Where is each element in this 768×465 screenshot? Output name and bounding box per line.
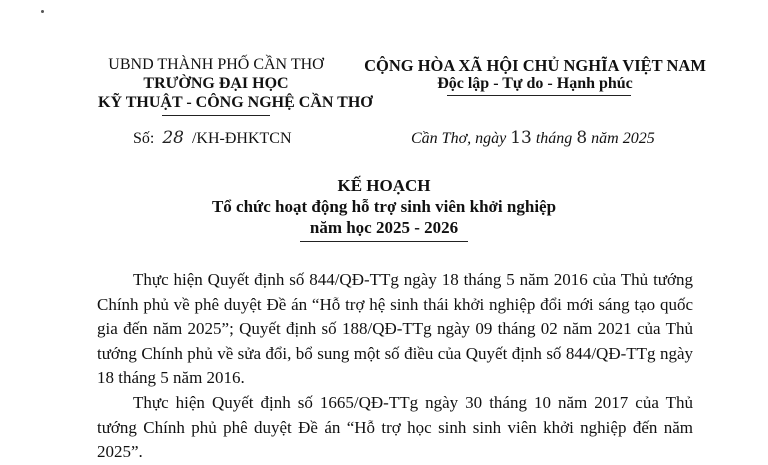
body-paragraph-1: Thực hiện Quyết định số 844/QĐ-TTg ngày 18 tháng 5 năm 2016 của Thủ tướng Chính phủ về phê duyệt Đề án “Hỗ trợ hệ sinh thái khởi nghiệp đổi mới sáng tạo quốc gia đến năm 2025”; Quyết định số 188/QĐ-TTg ngày 09 tháng 02 năm 2021 của Thủ tướng Chính phủ về sửa đổi, bổ sung một số điều của Quyết định số 844/QĐ-TTg ngày 18 tháng 5 năm 2016. bbox=[97, 270, 693, 387]
document-number bbox=[133, 128, 292, 148]
agency-parent-name: UBND THÀNH PHỐ CẦN THƠ bbox=[108, 56, 324, 73]
date-day-handwritten: 13 bbox=[510, 128, 532, 148]
date-month-label: tháng bbox=[535, 130, 573, 147]
document-date bbox=[411, 128, 655, 148]
agency-underline bbox=[162, 115, 270, 116]
agency-name-line2: KỸ THUẬT - CÔNG NGHỆ CẦN THƠ bbox=[98, 94, 373, 111]
document-school-year: năm học 2025 - 2026 bbox=[309, 218, 459, 237]
date-place: Cần Thơ, ngày bbox=[411, 130, 507, 147]
body-paragraph-2: Thực hiện Quyết định số 1665/QĐ-TTg ngày 30 tháng 10 năm 2017 của Thủ tướng Chính phủ phê duyệt Đề án “Hỗ trợ học sinh sinh viên khởi nghiệp đến năm 2025”. bbox=[97, 393, 693, 461]
doc-number-prefix: Số: bbox=[133, 130, 155, 147]
doc-number-handwritten: 28 bbox=[162, 128, 184, 148]
scan-speck bbox=[41, 10, 44, 13]
document-subject: Tổ chức hoạt động hỗ trợ sinh viên khởi nghiệp bbox=[211, 197, 557, 216]
national-title: CỘNG HÒA XÃ HỘI CHỦ NGHĨA VIỆT NAM bbox=[364, 56, 706, 75]
national-motto: Độc lập - Tự do - Hạnh phúc bbox=[437, 75, 633, 92]
doc-number-suffix: /KH-ĐHKTCN bbox=[191, 130, 292, 147]
date-year: năm 2025 bbox=[591, 130, 655, 147]
motto-underline bbox=[447, 95, 631, 96]
date-month-handwritten: 8 bbox=[576, 128, 588, 148]
agency-name-line1: TRƯỜNG ĐẠI HỌC bbox=[143, 75, 289, 92]
title-underline bbox=[300, 241, 468, 242]
document-type: KẾ HOẠCH bbox=[337, 176, 431, 195]
